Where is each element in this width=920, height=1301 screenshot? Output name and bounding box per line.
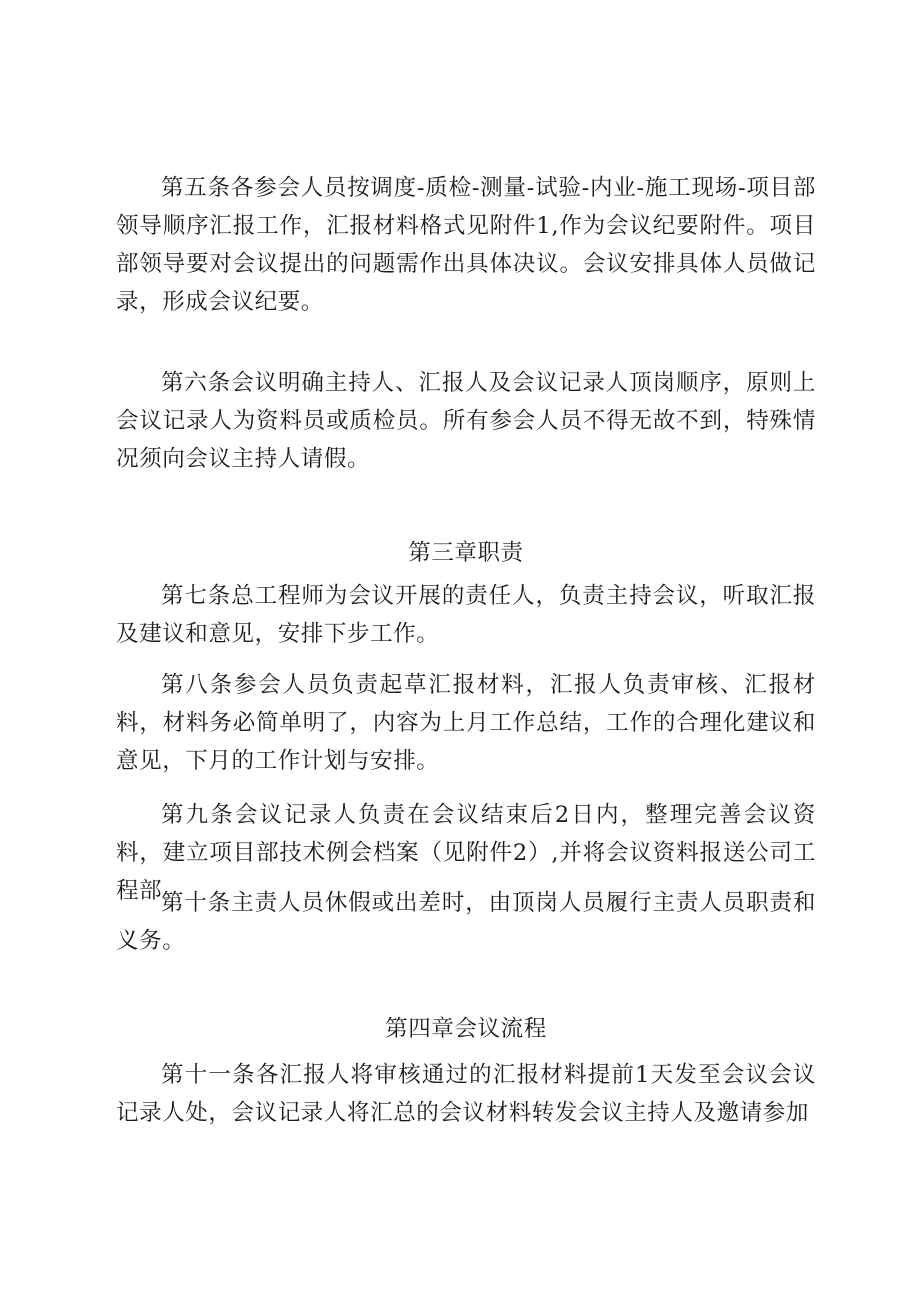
chapter-3-heading: 第三章职责 — [408, 540, 524, 566]
chapter-4-heading: 第四章会议流程 — [385, 1016, 547, 1042]
article-9: 第九条会议记录人负责在会议结束后2日内，整理完善会议资料，建立项目部技术例会档案（见附件2）,并将会议资料报送公司工程部。 — [116, 802, 816, 904]
article-10: 第十条主责人员休假或出差时，由顶岗人员履行主责人员职责和义务。 — [116, 890, 816, 954]
article-6: 第六条会议明确主持人、汇报人及会议记录人顶岗顺序，原则上会议记录人为资料员或质检员。所有参会人员不得无故不到，特殊情况须向会议主持人请假。 — [116, 370, 816, 472]
article-5: 第五条各参会人员按调度-质检-测量-试验-内业-施工现场-项目部领导顺序汇报工作，汇报材料格式见附件1,作为会议纪要附件。项目部领导要对会议提出的问题需作出具体决议。会议安排具体人员做记录，形成会议纪要。 — [116, 175, 816, 315]
article-7: 第七条总工程师为会议开展的责任人，负责主持会议，听取汇报及建议和意见，安排下步工作。 — [116, 583, 816, 647]
article-8: 第八条参会人员负责起草汇报材料，汇报人负责审核、汇报材料，材料务必简单明了，内容为上月工作总结，工作的合理化建议和意见，下月的工作计划与安排。 — [116, 672, 816, 774]
article-11: 第十一条各汇报人将审核通过的汇报材料提前1天发至会议会议记录人处，会议记录人将汇总的会议材料转发会议主持人及邀请参加 — [116, 1062, 816, 1126]
